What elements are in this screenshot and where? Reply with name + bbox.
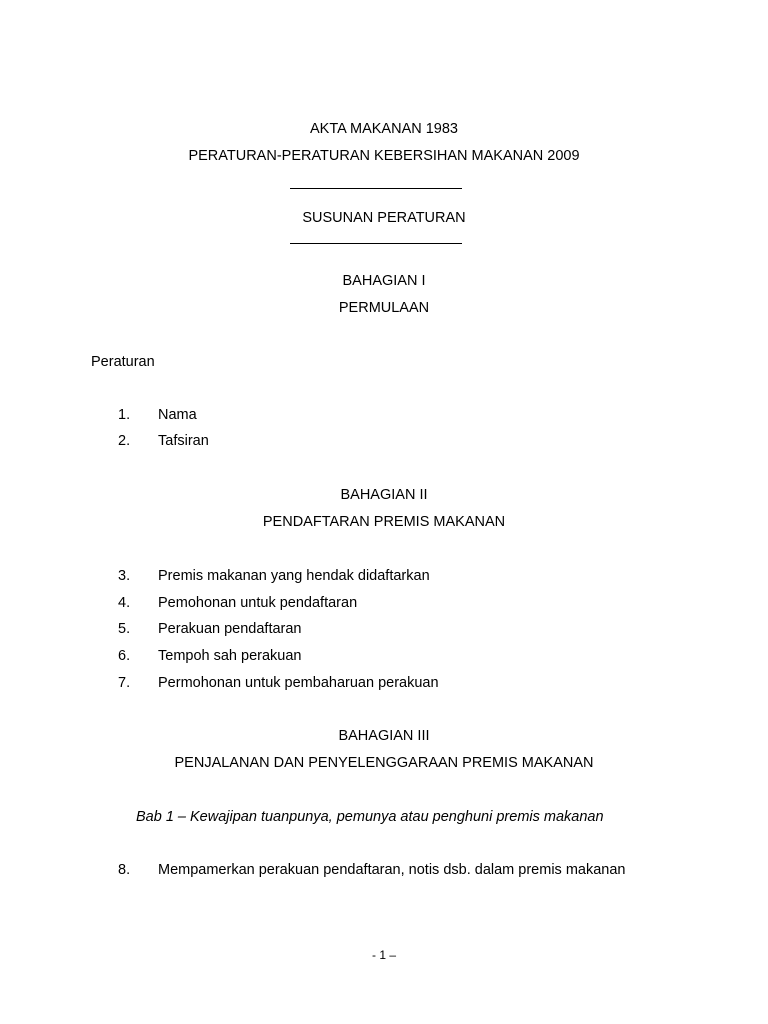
part-3-title: PENJALANAN DAN PENYELENGGARAAN PREMIS MAKANAN bbox=[174, 755, 594, 771]
chapter-heading: Bab 1 – Kewajipan tuanpunya, pemunya atau penghuni premis makanan bbox=[136, 809, 604, 825]
part-2-label: BAHAGIAN II bbox=[340, 487, 428, 503]
item-text: Premis makanan yang hendak didaftarkan bbox=[158, 568, 430, 584]
act-title: AKTA MAKANAN 1983 bbox=[309, 121, 459, 137]
regulation-column-label: Peraturan bbox=[91, 354, 155, 370]
item-text: Nama bbox=[158, 407, 197, 423]
part-1-label: BAHAGIAN I bbox=[342, 273, 426, 289]
item-number: 6. bbox=[118, 648, 131, 664]
part-1-title: PERMULAAN bbox=[338, 300, 430, 316]
item-text: Perakuan pendaftaran bbox=[158, 621, 302, 637]
page-number: - 1 – bbox=[371, 948, 396, 962]
part-2-title: PENDAFTARAN PREMIS MAKANAN bbox=[262, 514, 506, 530]
item-number: 3. bbox=[118, 568, 131, 584]
item-number: 7. bbox=[118, 675, 131, 691]
item-number: 8. bbox=[118, 862, 131, 878]
divider-top bbox=[290, 188, 462, 189]
divider-bottom bbox=[290, 243, 462, 244]
item-number: 4. bbox=[118, 595, 131, 611]
toc-heading: SUSUNAN PERATURAN bbox=[302, 210, 466, 226]
item-number: 2. bbox=[118, 433, 131, 449]
item-text: Mempamerkan perakuan pendaftaran, notis dsb. dalam premis makanan bbox=[158, 862, 626, 878]
item-text: Tempoh sah perakuan bbox=[158, 648, 302, 664]
item-text: Permohonan untuk pembaharuan perakuan bbox=[158, 675, 439, 691]
item-number: 1. bbox=[118, 407, 131, 423]
item-text: Pemohonan untuk pendaftaran bbox=[158, 595, 358, 611]
item-number: 5. bbox=[118, 621, 131, 637]
regulation-title: PERATURAN-PERATURAN KEBERSIHAN MAKANAN 2009 bbox=[188, 148, 580, 164]
part-3-label: BAHAGIAN III bbox=[338, 728, 430, 744]
item-text: Tafsiran bbox=[158, 433, 209, 449]
